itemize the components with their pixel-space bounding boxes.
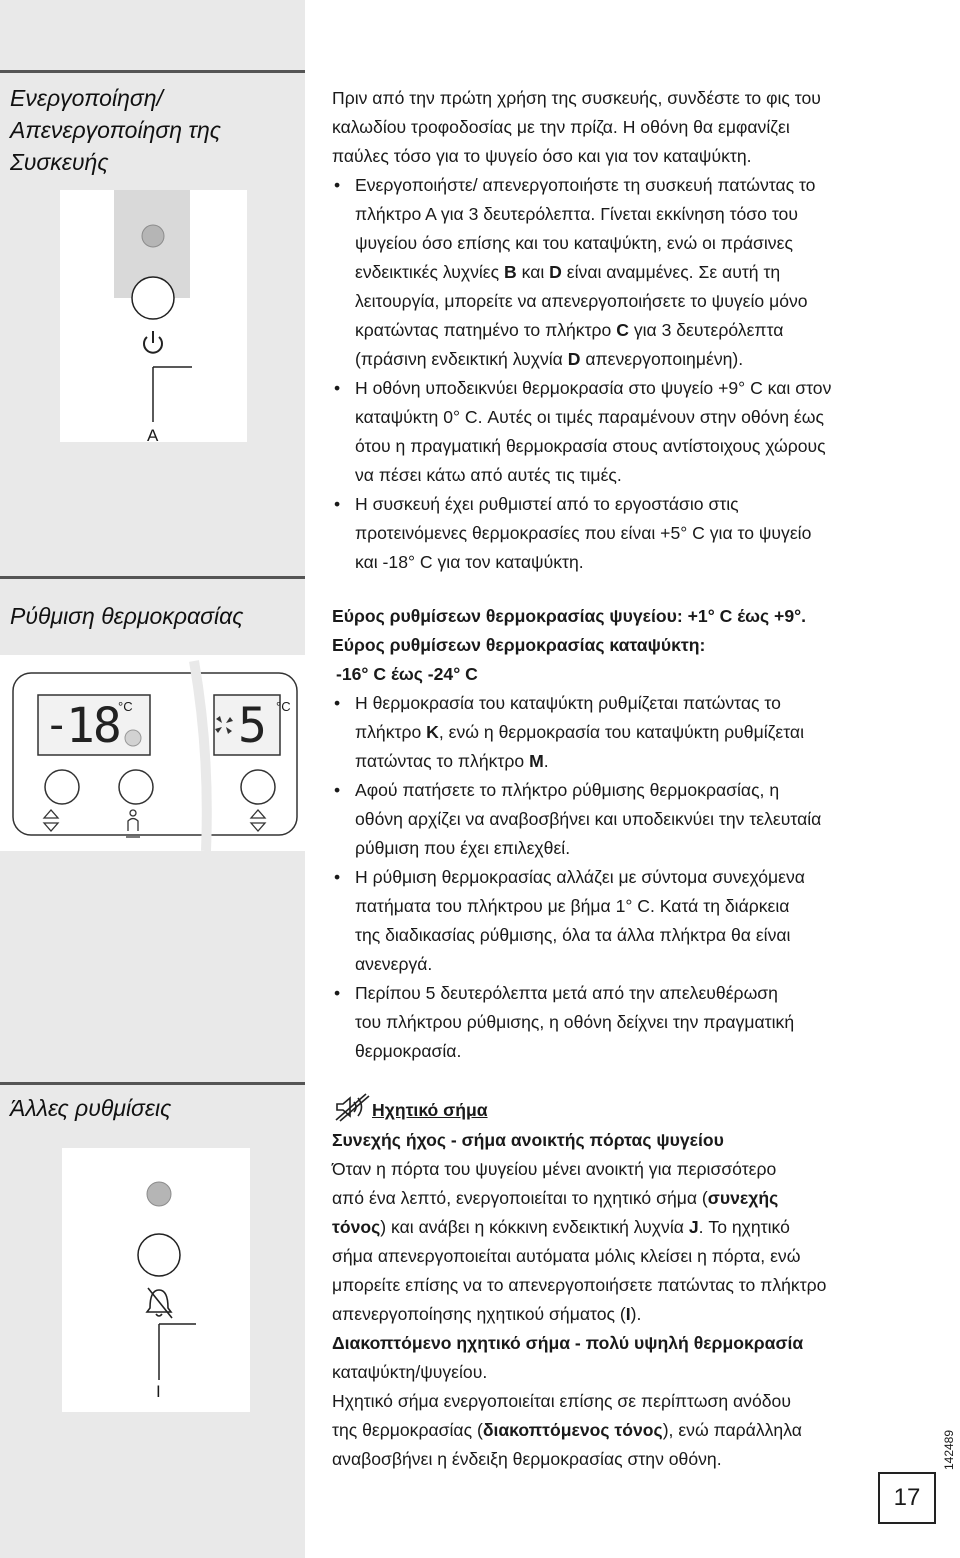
title-line: Απενεργοποίηση της <box>10 117 221 143</box>
figure-label-i: I <box>156 1382 161 1401</box>
section-divider <box>0 1082 305 1085</box>
power-button-a <box>132 277 174 319</box>
freezer-display-value: 18 <box>66 698 120 754</box>
figure-label-a: A <box>147 426 159 445</box>
indicator-lamp <box>125 730 141 746</box>
indicator-lamp <box>142 225 164 247</box>
section-title-power <box>10 82 221 178</box>
freezer-button-k <box>45 770 79 804</box>
control-panel-figure <box>0 655 305 851</box>
power-icon <box>144 331 162 353</box>
list-item: • Περίπου 5 δευτερόλεπτα μετά από την απελευθέρωση του πλήκτρου ρύθμισης, η οθόνη δείχνει την πραγματική θερμοκρασία. <box>332 979 942 1066</box>
section-title-other: Άλλες ρυθμίσεις <box>10 1095 172 1121</box>
list-item: • Η ρύθμιση θερμοκρασίας αλλάζει με σύντομα συνεχόμενα πατήματα του πλήκτρου με βήμα 1° C. Κατά τη διάρκεια της διαδικασίας ρύθμισης, όλα τα άλλα πλήκτρα θα είναι ανενεργά. <box>332 863 942 979</box>
super-freeze-button <box>119 770 153 804</box>
intermittent-sub: καταψύκτη/ψυγείου. <box>332 1362 488 1382</box>
sound-heading-row <box>332 1092 942 1126</box>
indicator-lamp <box>147 1182 171 1206</box>
fridge-range: Εύρος ρυθμίσεων θερμοκρασίας ψυγείου: +1° C έως +9°. <box>332 606 807 626</box>
title-line: Συσκευής <box>10 149 109 175</box>
doc-code: 142489 <box>942 1429 956 1471</box>
fridge-unit: °C <box>276 699 291 714</box>
paragraph: Όταν η πόρτα του ψυγείου μένει ανοικτή για περισσότερο από ένα λεπτό, ενεργοποιείται το ηχητικό σήμα (συνεχής τόνος) και ανάβει η κόκκινη ενδεικτική λυχνία J. Το ηχητικό σήμα απενεργοποιείται αυτόματα μόλις κλείσει η πόρτα, ενώ μπορείτε επίσης να το απενεργοποιήσετε πατώντας το πλήκτρο απενεργοποίησης ηχητικού σήματος (I). <box>332 1159 827 1324</box>
power-button-figure <box>60 190 247 445</box>
page-number: 17 <box>878 1472 936 1524</box>
section-divider <box>0 70 305 73</box>
bullet-list <box>332 171 942 577</box>
fridge-display-value: 5 <box>238 698 267 754</box>
section-divider <box>0 576 305 579</box>
paragraph: Πριν από την πρώτη χρήση της συσκευής, συνδέστε το φις του καλωδίου τροφοδοσίας με την πρίζα. Η οθόνη θα εμφανίζει παύλες τόσο για το ψυγείο όσο και για τον καταψύκτη. <box>332 88 821 166</box>
freezer-range-values: -16° C έως -24° C <box>336 664 478 684</box>
alarm-button-figure <box>62 1148 250 1412</box>
bullet-list <box>332 689 942 1066</box>
temperature-body <box>332 602 942 1066</box>
sound-off-icon <box>334 1092 370 1122</box>
paragraph: Ηχητικό σήμα ενεργοποιείται επίσης σε περίπτωση ανόδου της θερμοκρασίας (διακοπτόμενος τόνος), ενώ παράλληλα αναβοσβήνει η ένδειξη θερμοκρασίας στην οθόνη. <box>332 1391 802 1469</box>
list-item: • Η συσκευή έχει ρυθμιστεί από το εργοστάσιο στις προτεινόμενες θερμοκρασίες που είναι +5° C για το ψυγείο και -18° C για τον καταψύκτη. <box>332 490 942 577</box>
freezer-range: Εύρος ρυθμίσεων θερμοκρασίας καταψύκτη: <box>332 635 706 655</box>
list-item: • Η θερμοκρασία του καταψύκτη ρυθμίζεται πατώντας το πλήκτρο K, ενώ η θερμοκρασία του καταψύκτη ρυθμίζεται πατώντας το πλήκτρο M. <box>332 689 942 776</box>
power-body <box>332 84 942 577</box>
title-line: Ενεργοποίηση/ <box>10 85 163 111</box>
list-item: • Ενεργοποιήστε/ απενεργοποιήστε τη συσκευή πατώντας το πλήκτρο Α για 3 δευτερόλεπτα. Γίνεται εκκίνηση τόσο του ψυγείου όσο επίσης και του καταψύκτη, ενώ οι πράσινες ενδεικτικές λυχνίες B και D είναι αναμμένες. Σε αυτή τη λειτουργία, μπορείτε να απενεργοποιήσετε το ψυγείο μόνο κρατώντας πατημένο το πλήκτρο C για 3 δευτερόλεπτα (πράσινη ενδεικτική λυχνία D απενεργοποιημένη). <box>332 171 942 374</box>
list-item: • Αφού πατήσετε το πλήκτρο ρύθμισης θερμοκρασίας, η οθόνη αρχίζει να αναβοσβήνει και υποδεικνύει την τελευταία ρύθμιση που έχει επιλεχθεί. <box>332 776 942 863</box>
alarm-off-button <box>138 1234 180 1276</box>
section-title-temperature: Ρύθμιση θερμοκρασίας <box>10 603 244 629</box>
freezer-unit: °C <box>118 699 133 714</box>
list-item: • Η οθόνη υποδεικνύει θερμοκρασία στο ψυγείο +9° C και στον καταψύκτη 0° C. Αυτές οι τιμές παραμένουν στην οθόνη έως ότου η πραγματική θερμοκρασία στους αντίστοιχους χώρους να πέσει κάτω από αυτές τις τιμές. <box>332 374 942 490</box>
fridge-button-m <box>241 770 275 804</box>
continuous-heading: Συνεχής ήχος - σήμα ανοικτής πόρτας ψυγείου <box>332 1130 724 1150</box>
freezer-display-sign: - <box>44 700 70 749</box>
bell-off-icon <box>147 1288 172 1318</box>
sound-heading: Ηχητικό σήμα <box>372 1100 488 1120</box>
intermittent-heading: Διακοπτόμενο ηχητικό σήμα - πολύ υψηλή θερμοκρασία <box>332 1333 804 1353</box>
other-body <box>332 1092 942 1474</box>
